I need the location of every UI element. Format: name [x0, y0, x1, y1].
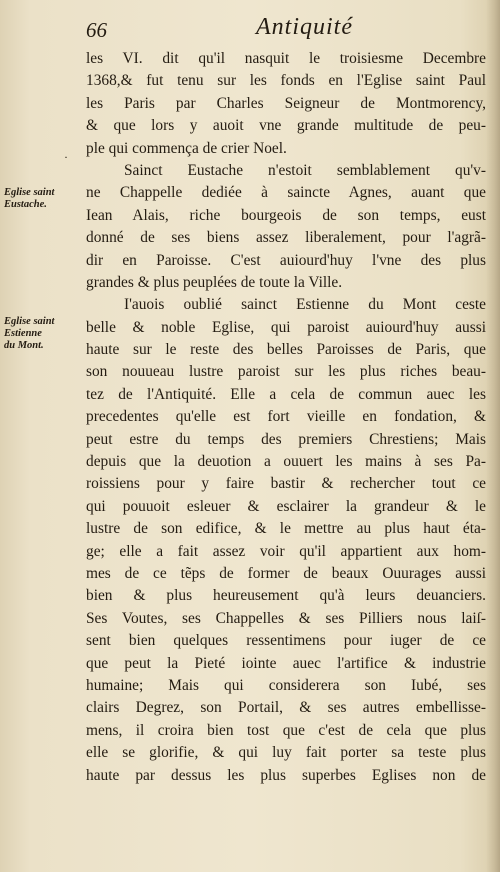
- margin-note-saint-eustache: [4, 187, 84, 211]
- text-line: roissiens pour y faire bastir & rechercher tout ce: [86, 475, 486, 493]
- text-line: precedentes qu'elle est fort vieille en fondation, &: [86, 408, 486, 426]
- text-line: les VI. dit qu'il nasquit le troisiesme Decembre: [86, 50, 486, 67]
- text-line: Sainct Eustache n'estoit semblablement qu'v-: [124, 161, 486, 179]
- body-text: [86, 48, 486, 787]
- margin-note-line: Eglise saint: [4, 187, 55, 198]
- text-line: bien & plus heureusement qu'à leurs deuanciers.: [86, 587, 486, 605]
- text-line: haute par dessus les plus superbes Eglises non de: [86, 766, 486, 784]
- text-line: mes de ce tẽps de former de beaux Ouurages aussi: [86, 564, 486, 582]
- text-line: ne Chappelle dediée à saincte Agnes, auant que: [86, 184, 486, 202]
- text-line: son nouueau lustre paroist sur les plus riches beau-: [86, 363, 486, 381]
- text-line: que peut la Pieté iointe auec l'artifice & industrie: [86, 654, 486, 672]
- text-line: clairs Degrez, son Portail, & ses autres embellisse-: [86, 699, 486, 717]
- text-line: dir en Paroisse. C'est auiourd'huy l'vne des plus: [86, 251, 486, 269]
- text-line: depuis que la deuotion a ouuert les mains à ses Pa-: [86, 453, 486, 471]
- text-line: humaine; Mais qui considerera son Iubé, ses: [86, 676, 486, 694]
- text-line: & que lors y auoit vne grande multitude de peu-: [86, 117, 486, 135]
- text-line: belle & noble Eglise, qui paroist auiourd'huy aussi: [86, 318, 486, 336]
- margin-note-line: Eglise saint: [4, 316, 55, 327]
- margin-dot: ·: [64, 150, 68, 164]
- text-line: ge; elle a fait assez voir qu'il appartient aux hom-: [86, 542, 486, 560]
- text-line: donné de ses biens assez liberalement, pour l'agrã-: [86, 229, 486, 247]
- text-line: les Paris par Charles Seigneur de Montmorency,: [86, 94, 486, 112]
- page-number: 66: [86, 18, 107, 42]
- page-header: [0, 14, 500, 46]
- margin-note-saint-estienne: [4, 316, 84, 352]
- text-line: Iean Alais, riche bourgeois de son temps, eust: [86, 206, 486, 224]
- text-line: elle se glorifie, & qui luy fait porter sa teste plus: [86, 744, 486, 762]
- text-line: tez de l'Antiquité. Elle a cela de commun auec les: [86, 385, 486, 403]
- text-line: sent bien quelques ressentimens pour iuger de ce: [86, 632, 486, 650]
- text-line: haute sur le reste des belles Paroisses de Paris, que: [86, 341, 486, 359]
- text-line: mens, il croira bien tost que c'est de cela que plus: [86, 721, 486, 739]
- text-line: qui pouuoit esleuer & esclairer la grandeur & le: [86, 497, 486, 515]
- margin-note-line: Estienne: [4, 328, 42, 339]
- text-line: grandes & plus peuplées de toute la Ville.: [86, 273, 343, 291]
- text-line: 1368,& fut tenu sur les fonds en l'Eglise saint Paul: [86, 72, 486, 90]
- text-line: I'auois oublié sainct Estienne du Mont ceste: [124, 296, 486, 314]
- text-line: Ses Voutes, ses Chappelles & ses Pilliers nous laiſ-: [86, 609, 486, 627]
- running-title: Antiquité: [256, 14, 353, 40]
- text-line: peut estre du temps des premiers Chrestiens; Mais: [86, 430, 486, 448]
- margin-note-line: du Mont.: [4, 340, 44, 351]
- margin-note-line: Eustache.: [4, 199, 47, 210]
- page-edge-shadow: [486, 0, 500, 872]
- text-line: ple qui commença de crier Noel.: [86, 139, 287, 157]
- text-line: lustre de son edifice, & le mettre au plus haut éta-: [86, 520, 486, 538]
